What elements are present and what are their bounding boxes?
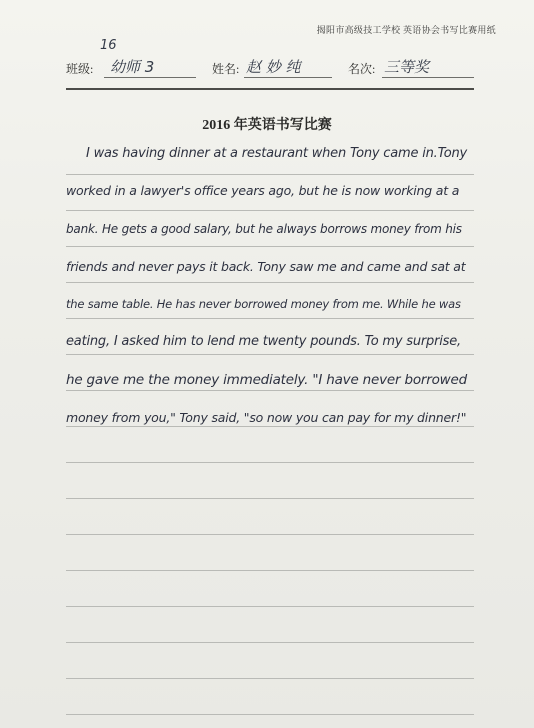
ruled-line	[66, 606, 474, 607]
class-value: 幼师 3	[110, 58, 155, 76]
essay-line: I was having dinner at a restaurant when Tony came in.Tony	[86, 146, 468, 161]
ruled-line	[66, 282, 474, 283]
essay-line: bank. He gets a good salary, but he always borrows money from his	[66, 222, 462, 236]
ruled-line	[66, 498, 474, 499]
class-number: 16	[100, 38, 117, 53]
class-underline	[104, 77, 196, 78]
essay-line: the same table. He has never borrowed money from me. While he was	[66, 297, 461, 311]
ruled-line	[66, 318, 474, 319]
rank-label: 名次:	[348, 62, 376, 76]
essay-line: eating, I asked him to lend me twenty pounds. To my surprise,	[66, 334, 461, 349]
essay-line: friends and never pays it back. Tony saw me and came and sat at	[66, 259, 466, 274]
class-label: 班级:	[66, 62, 94, 76]
essay-line: worked in a lawyer's office years ago, but he is now working at a	[66, 183, 460, 198]
ruled-line	[66, 462, 474, 463]
essay-line: he gave me the money immediately. "I have never borrowed	[66, 372, 467, 388]
ruled-line	[66, 246, 474, 247]
ruled-line	[66, 570, 474, 571]
rank-value: 三等奖	[384, 58, 430, 76]
name-field	[212, 58, 332, 80]
name-underline	[244, 77, 332, 78]
rank-field	[348, 58, 474, 80]
ruled-line	[66, 426, 474, 427]
class-field	[66, 58, 196, 80]
rank-underline	[382, 77, 474, 78]
header-divider	[66, 88, 474, 90]
school-header-note: 揭阳市高级技工学校 英语协会书写比赛用纸	[316, 25, 496, 35]
ruled-line	[66, 390, 474, 391]
ruled-line	[66, 210, 474, 211]
ruled-line	[66, 678, 474, 679]
ruled-line	[66, 354, 474, 355]
page-title: 2016 年英语书写比赛	[202, 118, 332, 133]
ruled-line	[66, 642, 474, 643]
name-label: 姓名:	[212, 62, 240, 76]
ruled-line	[66, 534, 474, 535]
name-value: 赵 妙 纯	[246, 58, 301, 76]
ruled-line	[66, 714, 474, 715]
ruled-line	[66, 174, 474, 175]
essay-line: money from you," Tony said, "so now you can pay for my dinner!"	[66, 410, 467, 425]
